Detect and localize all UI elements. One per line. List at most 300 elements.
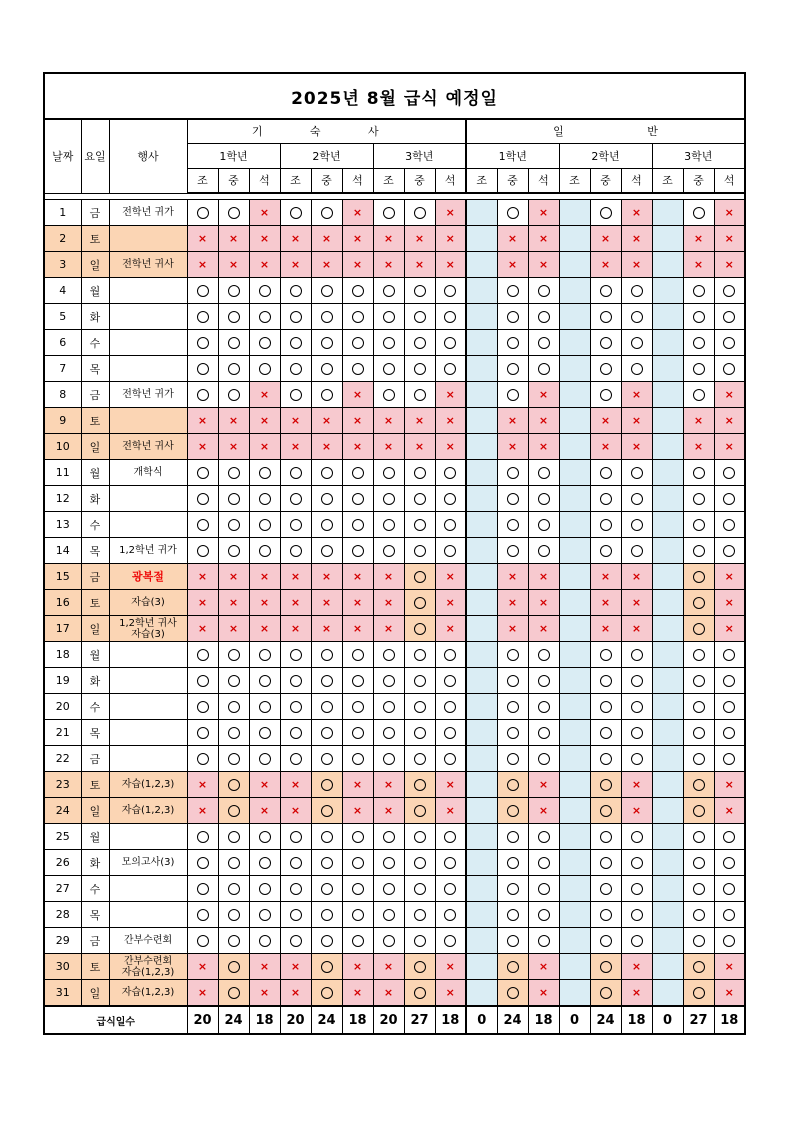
date-cell: 10 <box>44 434 81 460</box>
table-row <box>44 616 745 642</box>
meal-no-mark: × <box>631 232 642 245</box>
general-g1-meal-cell <box>528 668 559 694</box>
meal-yes-circle <box>600 727 612 739</box>
meal-yes-circle <box>723 701 735 713</box>
general-g3-breakfast-cell <box>652 382 683 408</box>
weekday-cell: 토 <box>81 408 109 434</box>
meal-yes-circle <box>444 727 456 739</box>
weekday-cell: 화 <box>81 668 109 694</box>
general-g2-breakfast-cell <box>559 512 590 538</box>
dorm-g1-meal-cell <box>218 538 249 564</box>
dorm-g2-meal-cell <box>311 200 342 226</box>
event-text: 자습(3) <box>131 628 165 640</box>
dorm-g1-meal-cell <box>187 304 218 330</box>
general-g3-meal-cell <box>683 252 714 278</box>
meal-no-mark: × <box>383 258 394 271</box>
date-cell: 5 <box>44 304 81 330</box>
event-cell <box>109 356 187 382</box>
event-text: 개학식 <box>133 467 163 478</box>
dorm-g3-meal-cell <box>373 824 404 850</box>
meal-yes-circle <box>352 909 364 921</box>
meal-no-mark: × <box>290 804 301 817</box>
general-g2-breakfast-cell <box>559 330 590 356</box>
date-header: 날짜 <box>44 119 81 193</box>
total-value-cell: 18 <box>435 1006 466 1034</box>
general-g1-breakfast-cell <box>466 330 497 356</box>
general-g3-meal-cell <box>714 616 745 642</box>
total-value-cell: 18 <box>528 1006 559 1034</box>
event-text: 광복절 <box>132 570 164 583</box>
meal-yes-circle <box>414 649 426 661</box>
general-g1-meal-cell <box>497 538 528 564</box>
meal-yes-circle <box>693 207 705 219</box>
meal-yes-circle <box>631 311 643 323</box>
meal-yes-circle <box>414 389 426 401</box>
meal-no-mark: × <box>600 596 611 609</box>
meal-yes-circle <box>631 909 643 921</box>
general-g3-meal-cell <box>683 408 714 434</box>
meal-yes-circle <box>228 909 240 921</box>
meal-yes-circle <box>290 883 302 895</box>
meal-yes-circle <box>352 753 364 765</box>
meal-yes-circle <box>259 909 271 921</box>
meal-no-mark: × <box>197 232 208 245</box>
general-g3-meal-cell <box>683 720 714 746</box>
dorm-g1-meal-cell <box>249 954 280 980</box>
meal-yes-circle <box>444 857 456 869</box>
general-g1-breakfast-cell <box>466 772 497 798</box>
event-cell <box>109 278 187 304</box>
meal-yes-circle <box>228 467 240 479</box>
dorm-g3-meal-cell <box>404 746 435 772</box>
meal-no-mark: × <box>600 414 611 427</box>
general-g2-meal-cell <box>621 408 652 434</box>
dorm-g3-meal-cell <box>404 824 435 850</box>
dorm-g3-meal-cell <box>373 590 404 616</box>
meal-yes-circle <box>600 857 612 869</box>
meal-no-mark: × <box>259 778 270 791</box>
dorm-g2-meal-cell <box>280 512 311 538</box>
dorm-g2-meal-cell <box>280 902 311 928</box>
dorm-g1-meal-cell <box>218 382 249 408</box>
meal-yes-circle <box>290 727 302 739</box>
meal-yes-circle <box>197 207 209 219</box>
meal-yes-circle <box>600 805 612 817</box>
meal-yes-circle <box>507 753 519 765</box>
general-g2-meal-cell <box>590 512 621 538</box>
general-g2-meal-cell <box>590 850 621 876</box>
dorm-grade-2-header: 2학년 <box>280 143 373 168</box>
general-g3-meal-cell <box>714 252 745 278</box>
dorm-g2-meal-cell <box>311 980 342 1007</box>
meal-no-mark: × <box>383 778 394 791</box>
general-g2-meal-cell <box>621 226 652 252</box>
dorm-g1-meal-cell <box>187 460 218 486</box>
meal-yes-circle <box>414 935 426 947</box>
date-cell: 24 <box>44 798 81 824</box>
date-cell: 6 <box>44 330 81 356</box>
meal-yes-circle <box>290 857 302 869</box>
meal-yes-circle <box>444 545 456 557</box>
general-g2-meal-cell <box>590 434 621 460</box>
general-g2-breakfast-cell <box>559 590 590 616</box>
total-value-cell: 27 <box>404 1006 435 1034</box>
event-cell <box>109 460 187 486</box>
event-text: 간부수련회 <box>123 955 173 967</box>
meal-no-mark: × <box>383 414 394 427</box>
meal-no-mark: × <box>445 570 455 583</box>
meal-no-mark: × <box>352 622 363 635</box>
meal-yes-circle <box>197 467 209 479</box>
meal-no-mark: × <box>724 622 734 635</box>
dorm-g2-meal-cell <box>311 226 342 252</box>
dorm-g2-meal-cell <box>280 252 311 278</box>
meal-no-mark: × <box>538 232 549 245</box>
dorm-g3-meal-cell <box>373 694 404 720</box>
total-value-cell: 18 <box>342 1006 373 1034</box>
date-cell: 31 <box>44 980 81 1007</box>
meal-no-mark: × <box>724 986 734 999</box>
meal-no-mark: × <box>507 414 518 427</box>
weekday-header: 요일 <box>81 119 109 193</box>
meal-yes-circle <box>414 311 426 323</box>
dorm-g1-meal-cell <box>218 512 249 538</box>
dorm-g3-meal-cell <box>373 668 404 694</box>
weekday-cell: 일 <box>81 252 109 278</box>
meal-yes-circle <box>259 363 271 375</box>
weekday-cell: 수 <box>81 876 109 902</box>
weekday-cell: 토 <box>81 590 109 616</box>
general-g1-meal-cell <box>497 382 528 408</box>
general-g3-meal-cell <box>714 824 745 850</box>
meal-yes-circle <box>600 831 612 843</box>
meal-yes-circle <box>507 701 519 713</box>
dorm-g3-meal-cell <box>435 850 466 876</box>
dorm-g2-meal-cell <box>311 434 342 460</box>
general-g3-breakfast-cell <box>652 642 683 668</box>
meal-yes-circle <box>197 909 209 921</box>
dorm-g2-meal-cell <box>311 928 342 954</box>
dorm-g1-meal-cell <box>218 226 249 252</box>
general-g3-breakfast-cell <box>652 330 683 356</box>
general-g2-meal-cell <box>590 954 621 980</box>
meal-yes-circle <box>414 285 426 297</box>
meal-yes-circle <box>383 207 395 219</box>
meal-yes-circle <box>507 831 519 843</box>
general-g2-breakfast-cell <box>559 928 590 954</box>
dorm-g3-meal-cell <box>404 850 435 876</box>
general-g3-breakfast-cell <box>652 720 683 746</box>
table-row <box>44 876 745 902</box>
meal-no-mark: × <box>724 206 734 219</box>
dorm-g1-meal-cell <box>187 252 218 278</box>
general-g3-meal-cell <box>683 694 714 720</box>
meal-yes-circle <box>197 753 209 765</box>
dorm-g2-meal-cell <box>342 486 373 512</box>
date-cell: 15 <box>44 564 81 590</box>
meal-yes-circle <box>631 337 643 349</box>
dorm-g2-meal-cell <box>311 252 342 278</box>
meal-no-mark: × <box>259 596 270 609</box>
table-row <box>44 928 745 954</box>
event-text: 자습(1,2,3) <box>121 805 175 816</box>
general-g1-breakfast-cell <box>466 850 497 876</box>
dorm-g3-meal-cell <box>435 668 466 694</box>
general-g3-meal-cell <box>714 980 745 1007</box>
dorm-g1-meal-cell <box>249 850 280 876</box>
meal-yes-circle <box>414 857 426 869</box>
dorm-g3-meal-cell <box>435 330 466 356</box>
general-g2-meal-cell <box>590 746 621 772</box>
meal-yes-circle <box>507 727 519 739</box>
meal-yes-circle <box>507 883 519 895</box>
dorm-g1-meal-cell <box>218 850 249 876</box>
meal-yes-circle <box>693 545 705 557</box>
meal-yes-circle <box>444 519 456 531</box>
event-text: 1,2학년 귀가 <box>119 545 177 556</box>
event-cell <box>109 252 187 278</box>
meal-yes-circle <box>631 753 643 765</box>
dorm-g3-meal-cell <box>435 720 466 746</box>
meal-yes-circle <box>352 701 364 713</box>
dorm-g2-meal-cell <box>280 746 311 772</box>
meal-yes-circle <box>228 207 240 219</box>
weekday-cell: 토 <box>81 954 109 980</box>
general-g2-breakfast-cell <box>559 486 590 512</box>
meal-yes-circle <box>600 337 612 349</box>
general-g1-breakfast-cell <box>466 252 497 278</box>
meal-yes-circle <box>197 727 209 739</box>
total-label: 급식일수 <box>44 1006 187 1034</box>
meal-no-mark: × <box>538 258 549 271</box>
dorm-g1-meal-cell <box>218 694 249 720</box>
meal-yes-circle <box>538 753 550 765</box>
dorm-g1-meal-cell <box>249 616 280 642</box>
general-g3-meal-cell <box>714 486 745 512</box>
dorm-header: 기 숙 사 <box>187 119 466 143</box>
general-g3-breakfast-cell <box>652 928 683 954</box>
event-cell <box>109 486 187 512</box>
dorm-g1-meal-cell <box>249 408 280 434</box>
meal-yes-circle <box>228 519 240 531</box>
dorm-g3-meal-cell <box>404 694 435 720</box>
meal-yes-circle <box>228 311 240 323</box>
event-cell <box>109 954 187 980</box>
general-g1-meal-cell <box>497 694 528 720</box>
total-value-cell: 0 <box>559 1006 590 1034</box>
meal-no-mark: × <box>259 258 270 271</box>
meal-yes-circle <box>507 519 519 531</box>
dorm-g1-meal-cell <box>187 564 218 590</box>
general-g3-meal-cell <box>714 304 745 330</box>
dorm-g1-meal-cell <box>218 616 249 642</box>
dorm-g2-meal-cell <box>280 694 311 720</box>
meal-no-mark: × <box>507 440 518 453</box>
weekday-cell: 수 <box>81 512 109 538</box>
meal-no-mark: × <box>724 596 734 609</box>
meal-yes-circle <box>631 935 643 947</box>
meal-yes-circle <box>538 883 550 895</box>
meal-yes-circle <box>259 285 271 297</box>
meal-yes-circle <box>444 311 456 323</box>
event-cell <box>109 616 187 642</box>
dorm-g3-meal-cell <box>404 252 435 278</box>
dorm-g3-meal-cell <box>435 408 466 434</box>
total-value-cell: 0 <box>652 1006 683 1034</box>
meal-no-mark: × <box>538 596 549 609</box>
meal-yes-circle <box>507 779 519 791</box>
meal-yes-circle <box>414 701 426 713</box>
dorm-g1-meal-cell <box>218 330 249 356</box>
meal-yes-circle <box>414 753 426 765</box>
dorm-g2-meal-cell <box>342 746 373 772</box>
meal-no-mark: × <box>197 414 208 427</box>
date-cell: 30 <box>44 954 81 980</box>
general-g2-meal-cell <box>590 616 621 642</box>
event-text: 모의고사(3) <box>121 857 175 868</box>
dorm-g3-meal-cell <box>404 512 435 538</box>
dorm-g2-meal-cell <box>311 876 342 902</box>
meal-yes-circle <box>600 363 612 375</box>
meal-no-mark: × <box>352 440 363 453</box>
dorm-g2-meal-cell <box>342 928 373 954</box>
meal-yes-circle <box>693 961 705 973</box>
meal-yes-circle <box>259 727 271 739</box>
table-row <box>44 850 745 876</box>
meal-header-breakfast: 조 <box>652 168 683 193</box>
meal-yes-circle <box>228 285 240 297</box>
meal-header-breakfast: 조 <box>187 168 218 193</box>
meal-no-mark: × <box>259 570 270 583</box>
meal-yes-circle <box>444 753 456 765</box>
meal-no-mark: × <box>414 258 425 271</box>
general-g1-meal-cell <box>528 954 559 980</box>
dorm-g1-meal-cell <box>187 616 218 642</box>
general-g3-breakfast-cell <box>652 668 683 694</box>
meal-yes-circle <box>507 987 519 999</box>
dorm-g3-meal-cell <box>373 876 404 902</box>
general-g2-meal-cell <box>590 798 621 824</box>
meal-yes-circle <box>321 285 333 297</box>
meal-no-mark: × <box>693 258 704 271</box>
weekday-cell: 금 <box>81 200 109 226</box>
weekday-cell: 일 <box>81 434 109 460</box>
meal-yes-circle <box>693 311 705 323</box>
dorm-g3-meal-cell <box>373 772 404 798</box>
general-grade-3-header: 3학년 <box>652 143 745 168</box>
general-g1-breakfast-cell <box>466 954 497 980</box>
meal-yes-circle <box>197 935 209 947</box>
meal-yes-circle <box>723 337 735 349</box>
dorm-g1-meal-cell <box>249 382 280 408</box>
dorm-g2-meal-cell <box>311 382 342 408</box>
total-value-cell: 24 <box>497 1006 528 1034</box>
date-cell: 16 <box>44 590 81 616</box>
meal-no-mark: × <box>197 258 208 271</box>
dorm-g3-meal-cell <box>435 252 466 278</box>
dorm-g2-meal-cell <box>280 850 311 876</box>
dorm-g1-meal-cell <box>218 304 249 330</box>
dorm-g1-meal-cell <box>187 642 218 668</box>
general-g1-meal-cell <box>528 928 559 954</box>
general-g1-meal-cell <box>528 850 559 876</box>
dorm-g1-meal-cell <box>187 590 218 616</box>
event-cell <box>109 226 187 252</box>
dorm-g1-meal-cell <box>249 460 280 486</box>
general-g1-breakfast-cell <box>466 668 497 694</box>
general-g1-breakfast-cell <box>466 304 497 330</box>
meal-yes-circle <box>723 753 735 765</box>
dorm-g2-meal-cell <box>342 226 373 252</box>
general-g1-breakfast-cell <box>466 278 497 304</box>
date-cell: 11 <box>44 460 81 486</box>
general-g2-meal-cell <box>621 876 652 902</box>
meal-no-mark: × <box>538 206 549 219</box>
meal-yes-circle <box>228 675 240 687</box>
event-cell <box>109 434 187 460</box>
weekday-cell: 목 <box>81 356 109 382</box>
meal-no-mark: × <box>259 232 270 245</box>
weekday-cell: 수 <box>81 330 109 356</box>
general-g1-meal-cell <box>497 278 528 304</box>
dorm-g1-meal-cell <box>249 720 280 746</box>
general-g3-meal-cell <box>683 564 714 590</box>
dorm-g3-meal-cell <box>373 954 404 980</box>
general-g2-meal-cell <box>590 824 621 850</box>
meal-yes-circle <box>197 701 209 713</box>
general-g2-meal-cell <box>590 304 621 330</box>
table-row <box>44 824 745 850</box>
general-g2-meal-cell <box>621 252 652 278</box>
table-row <box>44 902 745 928</box>
weekday-cell: 월 <box>81 460 109 486</box>
meal-yes-circle <box>600 675 612 687</box>
dorm-g2-meal-cell <box>280 330 311 356</box>
general-g1-breakfast-cell <box>466 486 497 512</box>
meal-yes-circle <box>383 831 395 843</box>
dorm-g1-meal-cell <box>187 980 218 1007</box>
general-g3-meal-cell <box>714 278 745 304</box>
meal-yes-circle <box>259 467 271 479</box>
dorm-g2-meal-cell <box>342 304 373 330</box>
general-g1-meal-cell <box>497 226 528 252</box>
meal-no-mark: × <box>631 440 642 453</box>
meal-no-mark: × <box>383 804 394 817</box>
general-g1-breakfast-cell <box>466 408 497 434</box>
meal-no-mark: × <box>631 414 642 427</box>
table-row <box>44 564 745 590</box>
meal-no-mark: × <box>259 986 270 999</box>
general-g1-meal-cell <box>497 616 528 642</box>
general-g1-meal-cell <box>528 564 559 590</box>
general-g1-meal-cell <box>497 850 528 876</box>
table-row <box>44 304 745 330</box>
meal-yes-circle <box>693 857 705 869</box>
general-g2-meal-cell <box>590 694 621 720</box>
total-value-cell: 18 <box>714 1006 745 1034</box>
dorm-g1-meal-cell <box>218 902 249 928</box>
dorm-g1-meal-cell <box>187 200 218 226</box>
meal-yes-circle <box>723 831 735 843</box>
general-g3-meal-cell <box>683 980 714 1007</box>
date-cell: 28 <box>44 902 81 928</box>
dorm-g1-meal-cell <box>249 772 280 798</box>
meal-no-mark: × <box>321 232 332 245</box>
general-grade-2-header: 2학년 <box>559 143 652 168</box>
general-g2-meal-cell <box>590 486 621 512</box>
general-g2-meal-cell <box>621 538 652 564</box>
dorm-g2-meal-cell <box>311 902 342 928</box>
